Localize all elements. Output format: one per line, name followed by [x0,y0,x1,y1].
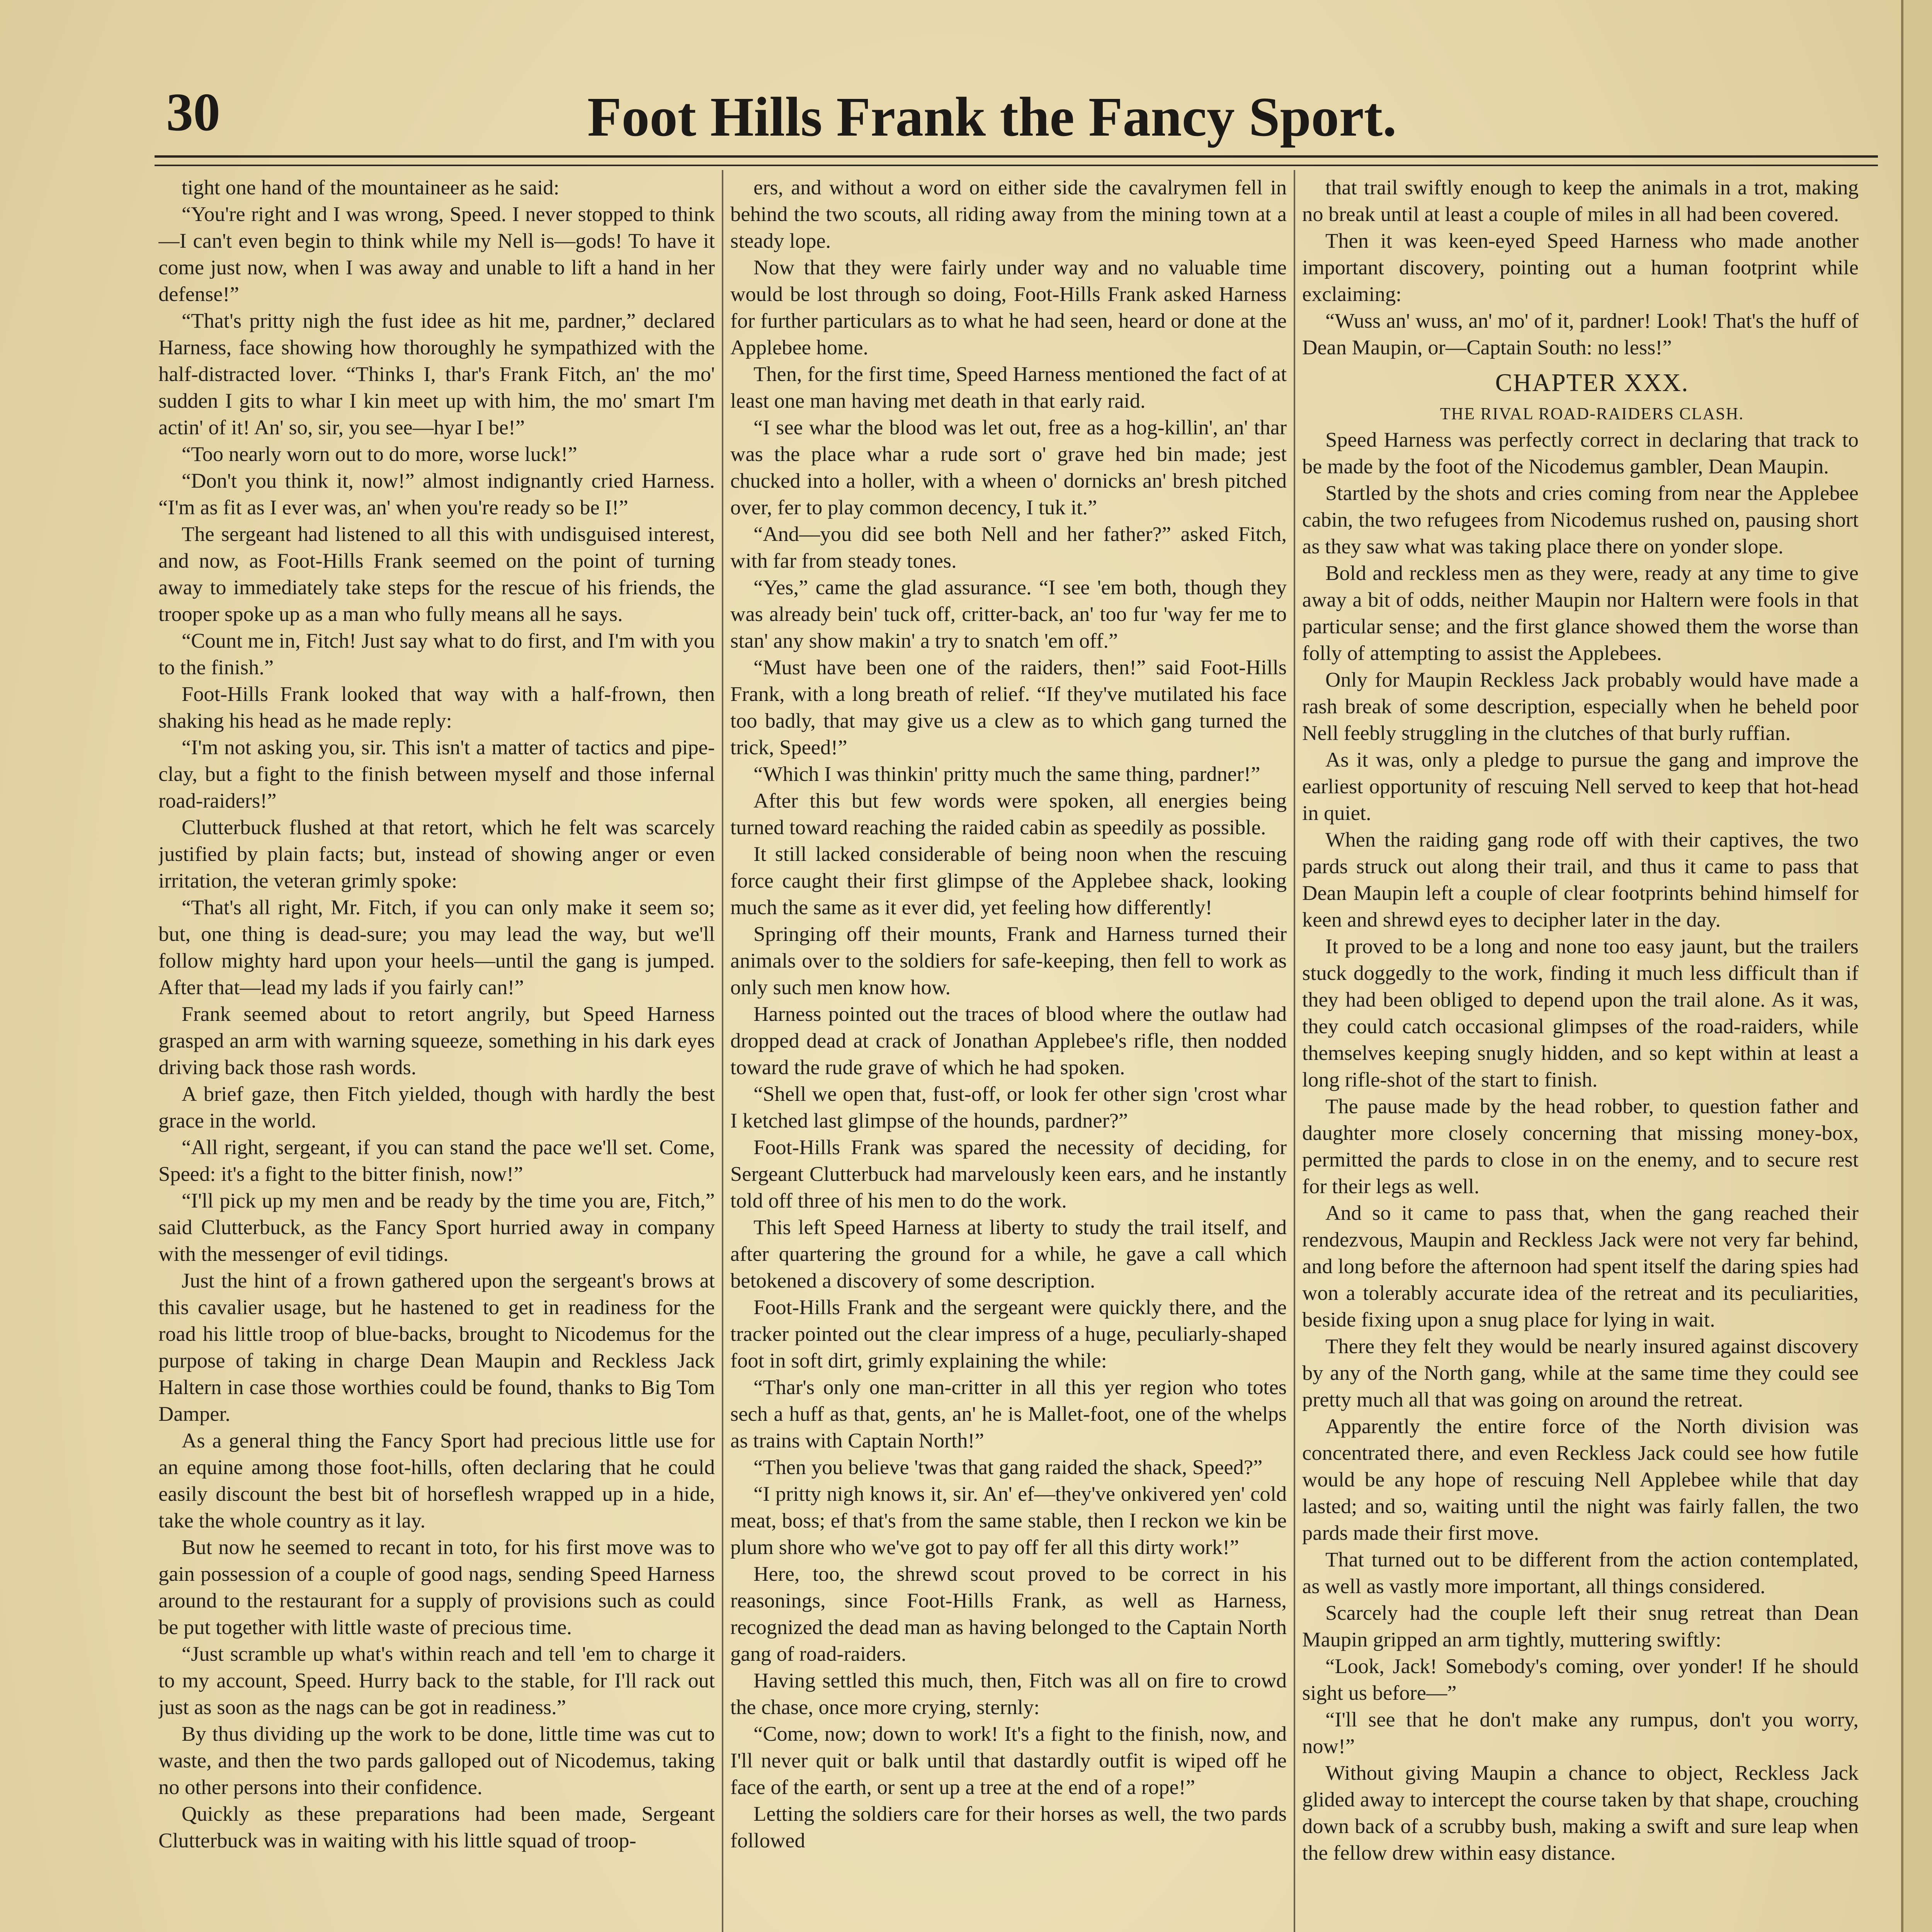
body-paragraph: “Shell we open that, fust-off, or look fer other sign 'crost whar I ketched last glimpse of the hounds, pardner?” [730,1082,1287,1132]
body-paragraph: “Don't you think it, now!” almost indignantly cried Harness. “I'm as fit as I ever was, an' when you're ready so be I!” [158,469,715,519]
body-paragraph: Foot-Hills Frank looked that way with a half-frown, then shaking his head as he made reply: [158,682,715,732]
body-paragraph: “I see whar the blood was let out, free as a hog-killin', an' thar was the place whar a rude sort o' grave hed bin made; jest chucked into a holler, with a wheen o' dornicks an' bresh pitched over, fer to play common decency, I tuk it.” [730,415,1287,519]
body-paragraph: And so it came to pass that, when the gang reached their rendezvous, Maupin and Reckless Jack were not very far behind, and long before the afternoon had spent itself the daring spies had won a tolerably accurate idea of the retreat and its peculiarities, beside fixing upon a snug place for lying in wait. [1302,1201,1859,1331]
body-paragraph: Just the hint of a frown gathered upon the sergeant's brows at this cavalier usage, but he hastened to get in readiness for the road his little troop of blue-backs, brought to Nicodemus for the purpose of taking in charge Dean Maupin and Reckless Jack Haltern in case those worthies could be found, thanks to Big Tom Damper. [158,1269,715,1425]
body-paragraph: “Count me in, Fitch! Just say what to do first, and I'm with you to the finish.” [158,629,715,679]
body-paragraph: Apparently the entire force of the North division was concentrated there, and even Reckless Jack could see how futile would be any hope of rescuing Nell Applebee while that day lasted; and so, waiting until the night was fairly fallen, the two pards made their first move. [1302,1414,1859,1544]
body-paragraph: “Too nearly worn out to do more, worse luck!” [182,442,577,466]
body-paragraph: Then it was keen-eyed Speed Harness who made another important discovery, pointing out a human footprint while exclaiming: [1302,229,1859,306]
text-column-3 [1302,174,1859,1932]
body-paragraph: By thus dividing up the work to be done, little time was cut to waste, and then the two pards galloped out of Nicodemus, taking no other persons into their confidence. [158,1722,715,1799]
body-paragraph: The sergeant had listened to all this with undisguised interest, and now, as Foot-Hills Frank seemed on the point of turning away to immediately take steps for the rescue of his friends, the trooper spoke up as a man who fully means all he says. [158,522,715,626]
body-paragraph: As a general thing the Fancy Sport had precious little use for an equine among those foot-hills, often declaring that he could easily discount the best bit of horseflesh wrapped up in a hide, take the whole country as it lay. [158,1429,715,1532]
body-paragraph: “That's pritty nigh the fust idee as hit me, pardner,” declared Harness, face showing how thoroughly he sympathized with the half-distracted lover. “Thinks I, thar's Frank Fitch, an' the mo' sudden I gits to whar I kin meet up with him, the mo' smart I'm actin' of it! An' so, sir, you see—hyar I be!” [158,309,715,439]
body-paragraph: “Which I was thinkin' pritty much the same thing, pardner!” [753,762,1260,786]
body-paragraph: that trail swiftly enough to keep the animals in a trot, making no break until at least a couple of miles in all had been covered. [1302,175,1859,226]
body-paragraph: That turned out to be different from the action contemplated, as well as vastly more important, all things considered. [1302,1548,1859,1598]
text-column-1 [158,174,715,1932]
chapter-subtitle: THE RIVAL ROAD-RAIDERS CLASH. [1440,404,1744,423]
body-paragraph: Speed Harness was perfectly correct in declaring that track to be made by the foot of the Nicodemus gambler, Dean Maupin. [1302,428,1859,478]
body-paragraph: It still lacked considerable of being noon when the rescuing force caught their first glimpse of the Applebee shack, looking much the same as it ever did, yet feeling how differently! [730,842,1287,919]
body-paragraph: Letting the soldiers care for their horses as well, the two pards followed [730,1802,1287,1852]
body-paragraph: Now that they were fairly under way and no valuable time would be lost through so doing, Foot-Hills Frank asked Harness for further particulars as to what he had seen, heard or done at the Applebee home. [730,255,1287,359]
column-divider [1294,170,1295,1932]
body-paragraph: When the raiding gang rode off with their captives, the two pards struck out along their trail, and thus it came to pass that Dean Maupin left a couple of clear footprints behind himself for keen and shrewd eyes to decipher later in the day. [1302,828,1859,931]
body-paragraph: It proved to be a long and none too easy jaunt, but the trailers stuck doggedly to the work, finding it much less difficult than if they had been obliged to depend upon the trail alone. As it was, they could catch occasional glimpses of the road-raiders, while themselves keeping snugly hidden, and so kept within at least a long rifle-shot of the start to finish. [1302,934,1859,1091]
body-paragraph: “Wuss an' wuss, an' mo' of it, pardner! Look! That's the huff of Dean Maupin, or—Captain South: no less!” [1302,309,1859,359]
body-paragraph: “All right, sergeant, if you can stand the pace we'll set. Come, Speed: it's a fight to the bitter finish, now!” [158,1135,715,1185]
body-paragraph: “You're right and I was wrong, Speed. I never stopped to think—I can't even begin to think while my Nell is—gods! To have it come just now, when I was away and unable to lift a hand in her defense!” [158,202,715,306]
body-paragraph: Only for Maupin Reckless Jack probably would have made a rash break of some description, especially when he beheld poor Nell feebly struggling in the clutches of that burly ruffian. [1302,668,1859,745]
body-paragraph: This left Speed Harness at liberty to study the trail itself, and after quartering the ground for a while, he gave a call which betokened a discovery of some description. [730,1215,1287,1292]
body-paragraph: “I'll see that he don't make any rumpus, don't you worry, now!” [1302,1708,1859,1758]
body-paragraph: Frank seemed about to retort angrily, but Speed Harness grasped an arm with warning squeeze, something in his dark eyes driving back those rash words. [158,1002,715,1079]
text-column-2 [730,174,1287,1932]
body-paragraph: tight one hand of the mountaineer as he said: [182,175,560,199]
body-paragraph: “Must have been one of the raiders, then!” said Foot-Hills Frank, with a long breath of relief. “If they've mutilated his face too badly, that may give us a clew as to which gang turned the trick, Speed!” [730,655,1287,759]
body-paragraph: Having settled this much, then, Fitch was all on fire to crowd the chase, once more crying, sternly: [730,1668,1287,1719]
header-rule [155,155,1878,166]
body-paragraph: Then, for the first time, Speed Harness mentioned the fact of at least one man having met death in that early raid. [730,362,1287,412]
body-paragraph: Here, too, the shrewd scout proved to be correct in his reasonings, since Foot-Hills Frank, as well as Harness, recognized the dead man as having belonged to the Captain North gang of road-raiders. [730,1562,1287,1665]
body-paragraph: Bold and reckless men as they were, ready at any time to give away a bit of odds, neither Maupin nor Haltern were fools in that particular sense; and the first glance showed them the worse than folly of attempting to assist the Applebees. [1302,561,1859,665]
body-paragraph: “I'll pick up my men and be ready by the time you are, Fitch,” said Clutterbuck, as the Fancy Sport hurried away in company with the messenger of evil tidings. [158,1189,715,1265]
body-paragraph: There they felt they would be nearly insured against discovery by any of the North gang, while at the same time they could see pretty much all that was going on around the retreat. [1302,1334,1859,1411]
page-header [155,77,1874,155]
body-paragraph: Clutterbuck flushed at that retort, which he felt was scarcely justified by plain facts; but, instead of showing anger or even irritation, the veteran grimly spoke: [158,815,715,892]
page-number: 30 [166,82,220,142]
body-paragraph: “Then you believe 'twas that gang raided the shack, Speed?” [753,1455,1263,1479]
body-paragraph: Quickly as these preparations had been made, Sergeant Clutterbuck was in waiting with his little squad of troop- [158,1802,715,1852]
column-divider [722,170,723,1932]
body-paragraph: “Come, now; down to work! It's a fight to the finish, now, and I'll never quit or balk until that dastardly outfit is wiped off he face of the earth, or sent up a tree at the end of a rope!” [730,1722,1287,1799]
body-paragraph: ers, and without a word on either side the cavalrymen fell in behind the two scouts, all riding away from the mining town at a steady lope. [730,175,1287,252]
body-paragraph: Harness pointed out the traces of blood where the outlaw had dropped dead at crack of Jonathan Applebee's rifle, then nodded toward the rude grave of which he had spoken. [730,1002,1287,1079]
body-paragraph: Without giving Maupin a chance to object, Reckless Jack glided away to intercept the course taken by that shape, crouching down back of a scrubby bush, making a swift and sure leap when the fellow drew within easy distance. [1302,1761,1859,1864]
body-paragraph: The pause made by the head robber, to question father and daughter more closely concerning that missing money-box, permitted the pards to close in on the enemy, and to secure rest for their legs as well. [1302,1094,1859,1198]
body-paragraph: Foot-Hills Frank and the sergeant were quickly there, and the tracker pointed out the clear impress of a huge, peculiarly-shaped foot in soft dirt, grimly explaining the while: [730,1295,1287,1372]
body-paragraph: “I pritty nigh knows it, sir. An' ef—they've onkivered yen' cold meat, boss; ef that's from the same stable, then I reckon we kin be plum shore who we've got to pay off fer all this dirty work!” [730,1482,1287,1559]
body-paragraph: A brief gaze, then Fitch yielded, though with hardly the best grace in the world. [158,1082,715,1132]
body-paragraph: Startled by the shots and cries coming from near the Applebee cabin, the two refugees from Nicodemus rushed on, pausing short as they saw what was taking place there on yonder slope. [1302,481,1859,558]
body-paragraph: “Just scramble up what's within reach and tell 'em to charge it to my account, Speed. Hurry back to the stable, for I'll rack out just as soon as the nags can be got in readiness.” [158,1642,715,1719]
body-paragraph: Scarcely had the couple left their snug retreat than Dean Maupin gripped an arm tightly, muttering swiftly: [1302,1601,1859,1651]
body-paragraph: “That's all right, Mr. Fitch, if you can only make it seem so; but, one thing is dead-sure; you may lead the way, but we'll follow mighty hard upon your heels—until the gang is jumped. After that—lead my lads if you fairly can!” [158,895,715,999]
body-paragraph: “And—you did see both Nell and her father?” asked Fitch, with far from steady tones. [730,522,1287,572]
body-paragraph: Springing off their mounts, Frank and Harness turned their animals over to the soldiers for safe-keeping, then fell to work as only such men know how. [730,922,1287,999]
body-paragraph: But now he seemed to recant in toto, for his first move was to gain possession of a couple of good nags, sending Speed Harness around to the restaurant for a supply of provisions such as could be put together with little waste of precious time. [158,1535,715,1639]
body-paragraph: After this but few words were spoken, all energies being turned toward reaching the raided cabin as speedily as possible. [730,789,1287,839]
body-paragraph: Foot-Hills Frank was spared the necessity of deciding, for Sergeant Clutterbuck had marvelously keen ears, and he instantly told off three of his men to do the work. [730,1135,1287,1212]
running-title: Foot Hills Frank the Fancy Sport. [587,86,1397,148]
body-paragraph: “Thar's only one man-critter in all this yer region who totes sech a huff as that, gents, an' he is Mallet-foot, one of the whelps as trains with Captain North!” [730,1375,1287,1452]
adjacent-page-edge [1901,0,1932,1932]
body-paragraph: As it was, only a pledge to pursue the gang and improve the earliest opportunity of rescuing Nell served to keep that hot-head in quiet. [1302,748,1859,825]
body-paragraph: “Yes,” came the glad assurance. “I see 'em both, though they was already bein' tuck off, critter-back, an' too fur 'way fer me to stan' any show makin' a try to snatch 'em off.” [730,575,1287,652]
body-paragraph: “Look, Jack! Somebody's coming, over yonder! If he should sight us before—” [1302,1654,1859,1704]
chapter-heading: CHAPTER XXX. [1495,369,1689,397]
body-paragraph: “I'm not asking you, sir. This isn't a matter of tactics and pipe-clay, but a fight to the finish between myself and those infernal road-raiders!” [158,735,715,812]
